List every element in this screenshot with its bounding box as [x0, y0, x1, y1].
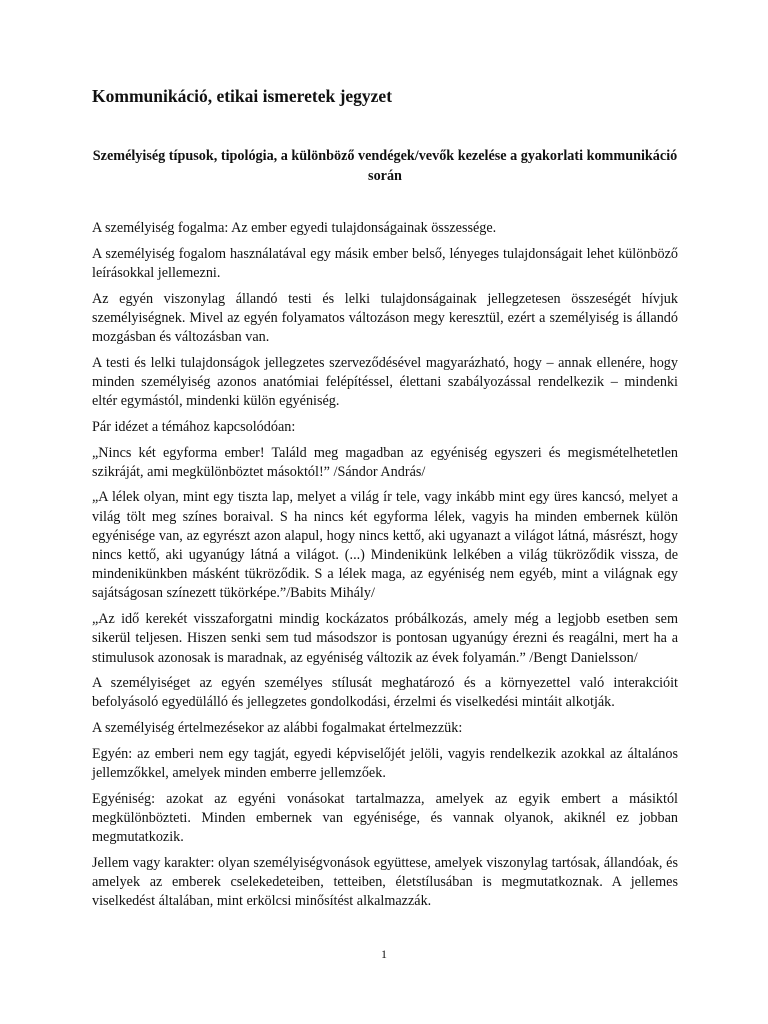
paragraph-personality-definition: A személyiség fogalma: Az ember egyedi tulajdonságainak összessége.	[92, 220, 497, 236]
quote-babits-mihaly: „A lélek olyan, mint egy tiszta lap, melyet a világ ír tele, vagy inkább mint egy üres kancsó, melyet a világ tölt meg színes boraival. S ha nincs két egyforma lélek, vagyis ha minden embernek külön egyénisége van, az egyrészt azon alapul, hogy nincs kettő, aki ugyanazt a világot látná, másrészt, hogy nincs kettő, aki ugyanúgy látná a világot. (...) Mindenikünk lelkében a világ tükröződik vissza, de mindenikünkben másként tükröződik. S a lélek maga, az egyéniség nem egyéb, mint a világnak egy sajátságosan színezett tükörképe.”/Babits Mihály/	[92, 489, 678, 602]
paragraph-quotes-intro: Pár idézet a témához kapcsolódóan:	[92, 418, 296, 435]
quote-bengt-danielsson: „Az idő kerekét visszaforgatni mindig kockázatos próbálkozás, amely még a legjobb esetben sem sikerül teljesen. Hiszen senki sem tud másodszor is pontosan ugyanúgy érezni és reagálni, mert ha a stimulusok azonosak is maradnak, az egyéniség változik az évek folyamán.” /Bengt Danielsson/	[92, 611, 678, 666]
document-title: Kommunikáció, etikai ismeretek jegyzet	[92, 86, 393, 106]
quote-sandor-andras: „Nincs két egyforma ember! Találd meg magadban az egyéniség egyszeri és megismételhetetlen szikráját, ami megkülönböztet másoktól!” /Sándor András/	[92, 444, 678, 480]
definition-jellem: Jellem vagy karakter: olyan személyiségvonások együttese, amelyek viszonylag tartósak, állandóak, és amelyek az emberek cselekedeteiben, tetteiben, életstílusában is megmutatkoznak. A jellemes viselkedést általában, mint erkölcsi minősítést alkalmazzák.	[92, 854, 678, 910]
definition-egyen: Egyén: az emberi nem egy tagját, egyedi képviselőjét jelöli, vagyis rendelkezik azokkal az általános jellemzőkkel, amelyek minden emberre jellemzőek.	[92, 745, 678, 782]
paragraph-personality-concept: A személyiség fogalom használatával egy másik ember belső, lényeges tulajdonságait lehet különböző leírásokkal jellemezni.	[92, 245, 678, 281]
definition-egyeniseg: Egyéniség: azokat az egyéni vonásokat tartalmazza, amelyek az egyik embert a másiktól megkülönbözteti. Minden embernek van egyénisége, és vannak olyanok, akiknél ez jobban megmutatkozik.	[92, 790, 678, 846]
paragraph-organization: A testi és lelki tulajdonságok jellegzetes szerveződésével magyarázható, hogy – annak ellenére, hogy minden személyiség azonos anatómiai felépítéssel, élettani szabályozással rendelkezik – mindenki eltér egymástól, mindenki külön egyéniség.	[92, 354, 678, 410]
paragraph-individual-traits: Az egyén viszonylag állandó testi és lelki tulajdonságainak jellegzetesen összeségét hívjuk személyiségnek. Mivel az egyén folyamatos változáson megy keresztül, ezért a személyiség is állandó mozgásban és változásban van.	[92, 290, 678, 346]
page-number: 1	[381, 947, 387, 961]
document-subtitle: Személyiség típusok, tipológia, a különböző vendégek/vevők kezelése a gyakorlati kommunikáció során	[92, 148, 678, 184]
paragraph-personality-patterns: A személyiséget az egyén személyes stílusát meghatározó és a környezettel való interakcióit befolyásoló egyedülálló és jellegzetes gondolkodási, érzelmi és viselkedési mintáit alkotják.	[92, 675, 678, 711]
paragraph-concepts-intro: A személyiség értelmezésekor az alábbi fogalmakat értelmezzük:	[92, 720, 463, 737]
document-body	[92, 219, 678, 918]
